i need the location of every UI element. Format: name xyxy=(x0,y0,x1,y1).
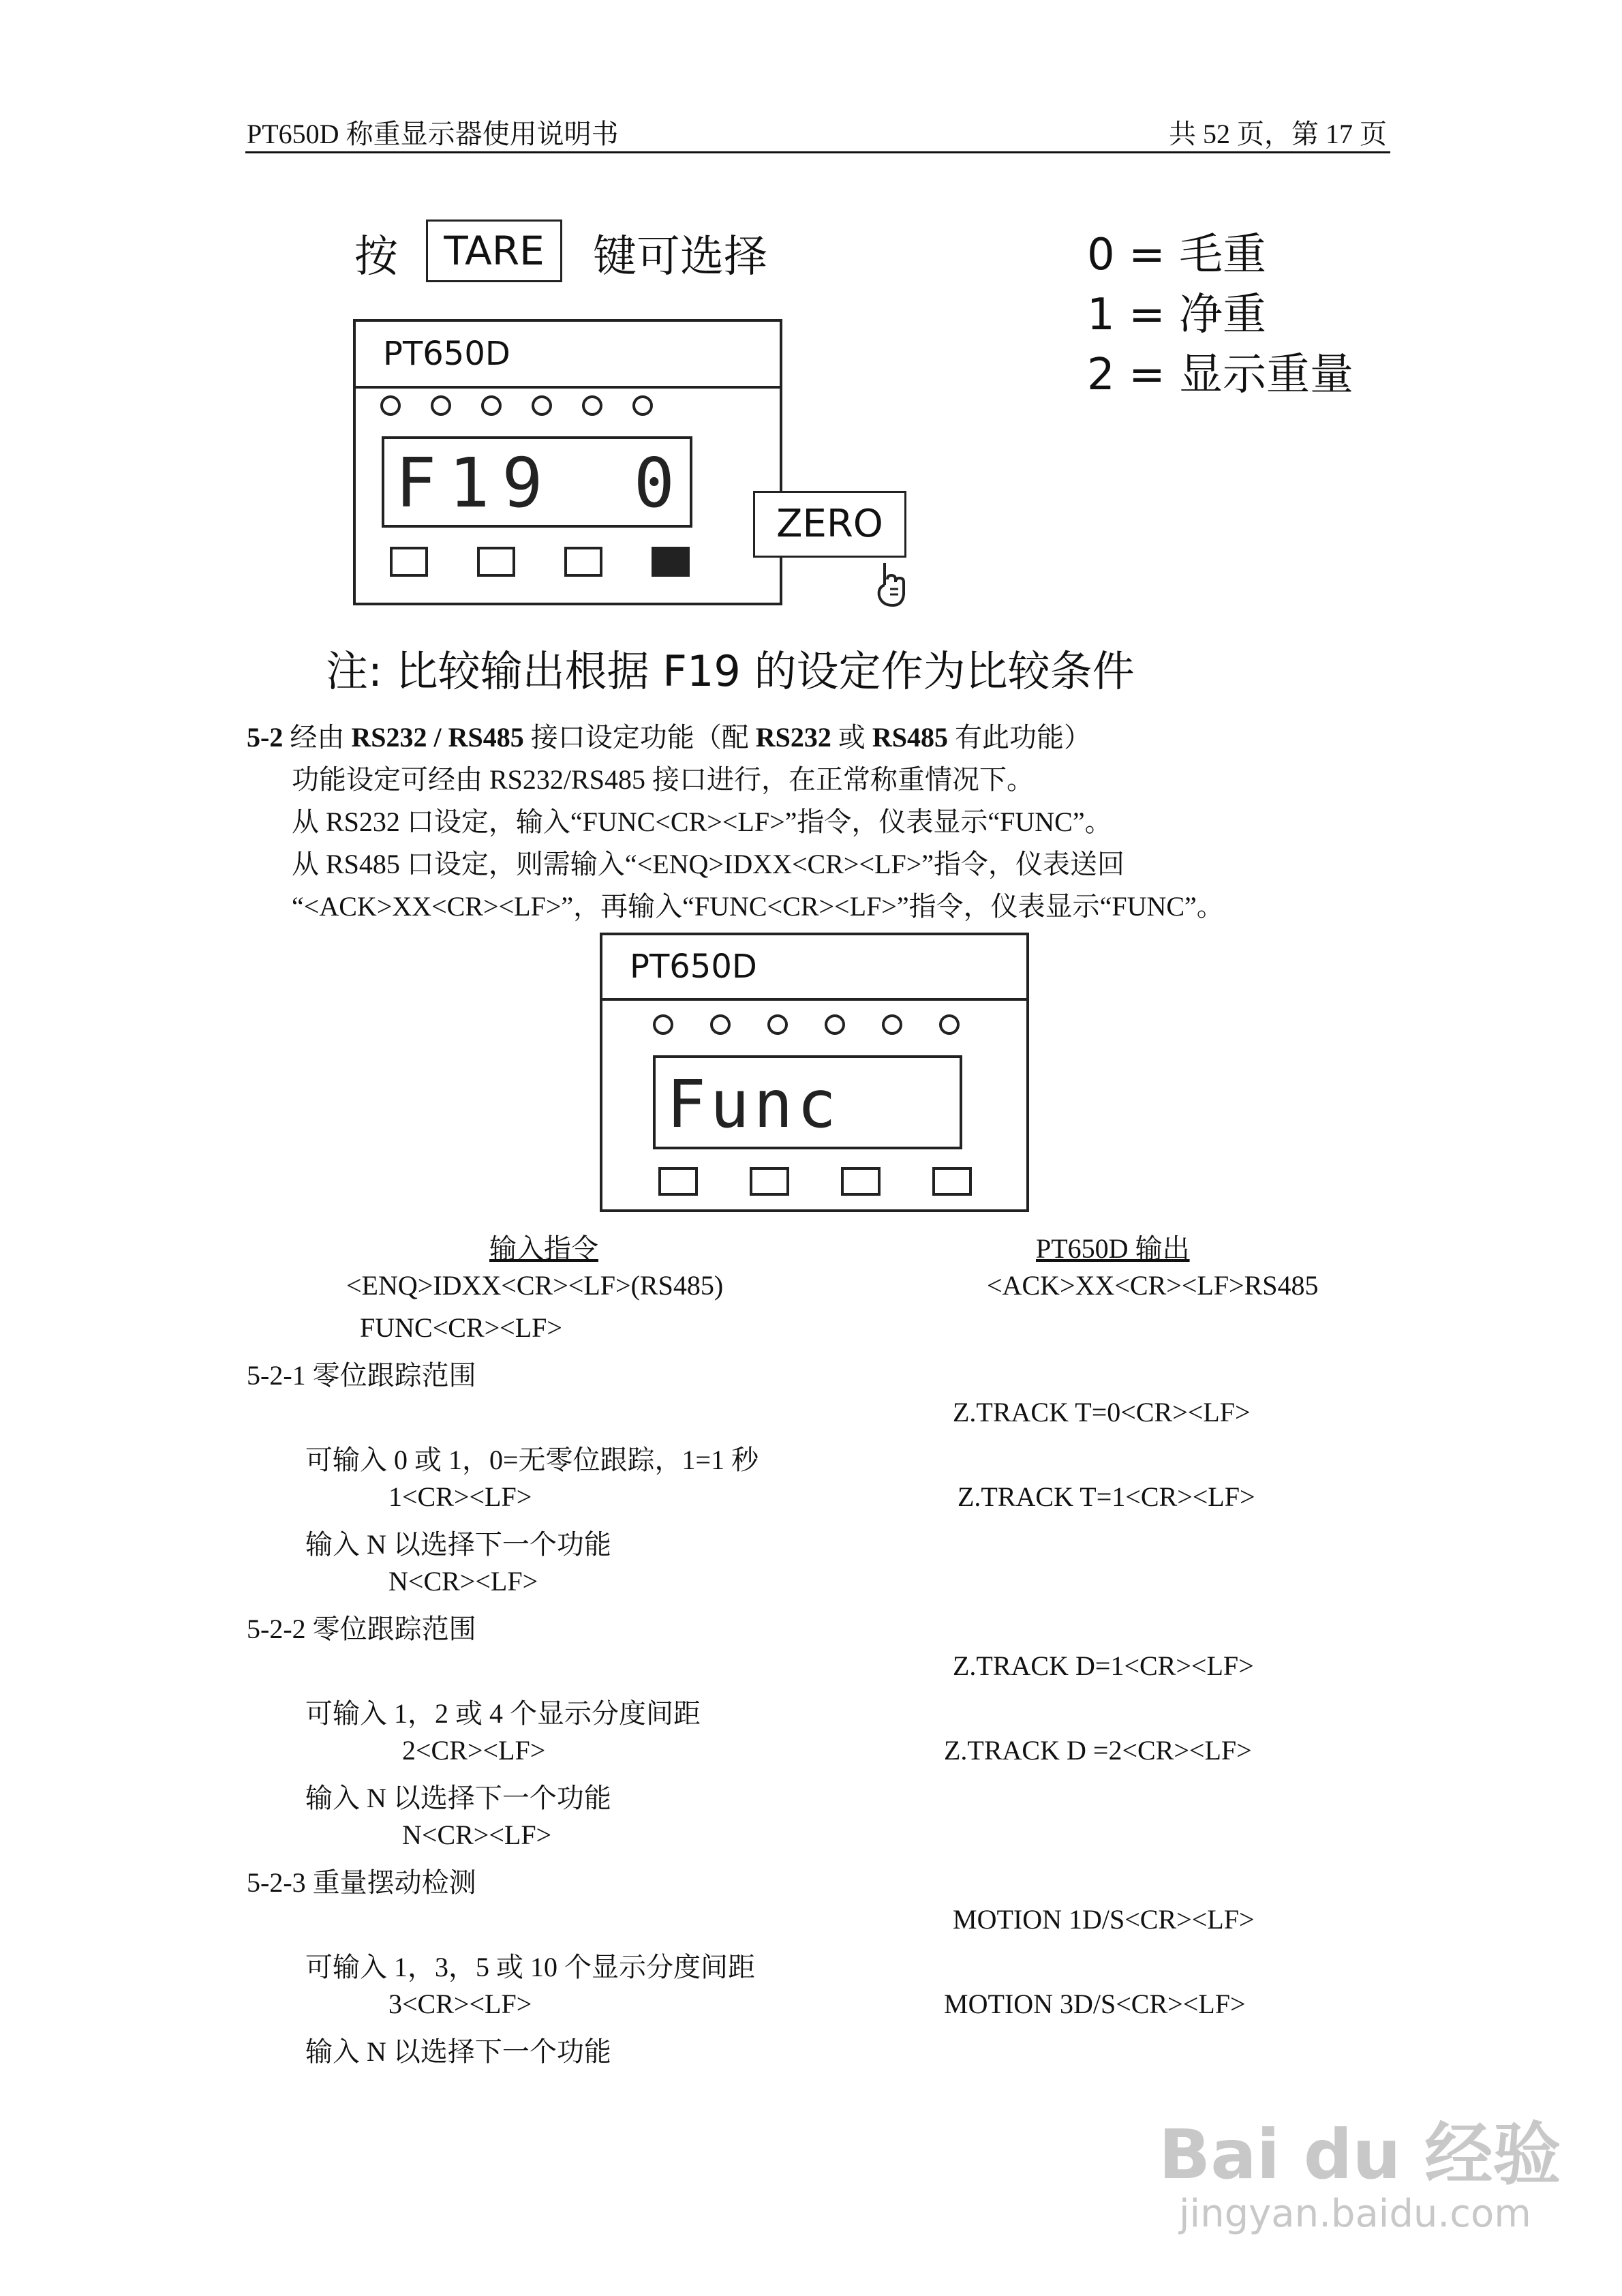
press-prefix: 按 xyxy=(354,232,398,282)
front-key xyxy=(750,1167,789,1196)
option-0: 0 = 毛重 xyxy=(1087,230,1267,280)
front-key xyxy=(841,1167,881,1196)
lcd-display xyxy=(653,1055,962,1149)
front-key xyxy=(932,1167,972,1196)
heading-num: 5-2 xyxy=(247,722,284,753)
column-head-input: 输入指令 xyxy=(489,1233,598,1264)
lcd-display xyxy=(382,436,692,528)
press-suffix: 键可选择 xyxy=(593,232,767,282)
s522-desc: 可输入 1，2 或 4 个显示分度间距 xyxy=(305,1698,701,1729)
device-panel-2 xyxy=(600,933,1029,1212)
heading-text-e: 或 xyxy=(831,722,872,753)
front-key xyxy=(564,547,602,577)
option-2: 2 = 显示重量 xyxy=(1087,350,1354,400)
s523-title: 5-2-3 重量摆动检测 xyxy=(247,1867,476,1898)
led-indicator xyxy=(825,1014,845,1035)
heading-text-g: 有此功能） xyxy=(948,722,1091,753)
front-key xyxy=(477,547,515,577)
s523-output-1: MOTION 1D/S<CR><LF> xyxy=(953,1904,1255,1935)
zero-key-label: ZERO xyxy=(776,502,883,546)
heading-text-f: RS485 xyxy=(872,722,948,753)
s522-input-2: 2<CR><LF> xyxy=(402,1735,546,1766)
s522-title: 5-2-2 零位跟踪范围 xyxy=(247,1614,476,1644)
s522-output-2: Z.TRACK D =2<CR><LF> xyxy=(944,1735,1252,1766)
device-title: PT650D xyxy=(356,322,780,389)
s521-input-2: 1<CR><LF> xyxy=(388,1481,532,1512)
led-indicator xyxy=(481,395,502,416)
enq-input: <ENQ>IDXX<CR><LF>(RS485) xyxy=(346,1270,724,1301)
zero-key xyxy=(753,491,906,558)
s522-input-3: N<CR><LF> xyxy=(402,1819,552,1850)
led-indicator xyxy=(532,395,552,416)
s522-output-1: Z.TRACK D=1<CR><LF> xyxy=(953,1650,1254,1681)
device-title: PT650D xyxy=(602,935,1026,1001)
led-indicator xyxy=(380,395,401,416)
finger-press-icon xyxy=(871,558,912,612)
header-title: PT650D 称重显示器使用说明书 xyxy=(247,119,619,149)
indicator-leds xyxy=(653,1014,960,1035)
s523-next: 输入 N 以选择下一个功能 xyxy=(305,2036,611,2067)
paragraph-4: “<ACK>XX<CR><LF>”，再输入“FUNC<CR><LF>”指令，仪表显示“FUNC”。 xyxy=(292,891,1224,922)
device-panel-1 xyxy=(353,319,782,605)
s523-desc: 可输入 1，3，5 或 10 个显示分度间距 xyxy=(305,1952,755,1982)
front-keys xyxy=(390,547,690,577)
front-key xyxy=(658,1167,698,1196)
led-indicator xyxy=(582,395,602,416)
front-key-pressed xyxy=(652,547,690,577)
front-key xyxy=(390,547,428,577)
enq-output: <ACK>XX<CR><LF>RS485 xyxy=(987,1270,1319,1301)
column-head-output: PT650D 输出 xyxy=(1036,1233,1190,1264)
tare-key-label: TARE xyxy=(444,228,545,274)
led-indicator xyxy=(632,395,653,416)
front-keys xyxy=(658,1167,972,1196)
paragraph-2: 从 RS232 口设定，输入“FUNC<CR><LF>”指令，仪表显示“FUNC”。 xyxy=(292,806,1112,837)
tare-key xyxy=(426,220,562,282)
s523-input-2: 3<CR><LF> xyxy=(388,1989,532,2019)
s523-output-2: MOTION 3D/S<CR><LF> xyxy=(944,1989,1246,2019)
heading-text-c: 接口设定功能（配 xyxy=(523,722,756,753)
heading-text-a: 经由 xyxy=(283,722,352,753)
lcd-value: 0 xyxy=(633,443,687,523)
baidu-watermark-url: jingyan.baidu.com xyxy=(1179,2192,1531,2236)
lcd-text: Func xyxy=(667,1066,841,1143)
s521-output-2: Z.TRACK T=1<CR><LF> xyxy=(958,1481,1255,1512)
heading-text-b: RS232 / RS485 xyxy=(351,722,524,753)
lcd-code: F19 xyxy=(395,443,555,523)
header-page-count: 共 52 页，第 17 页 xyxy=(1169,119,1387,149)
paragraph-1: 功能设定可经由 RS232/RS485 接口进行，在正常称重情况下。 xyxy=(292,764,1034,795)
header-rule xyxy=(245,151,1390,153)
led-indicator xyxy=(939,1014,960,1035)
s521-output-1: Z.TRACK T=0<CR><LF> xyxy=(953,1397,1251,1428)
section-5-2-heading xyxy=(247,716,1091,755)
paragraph-3: 从 RS485 口设定，则需输入“<ENQ>IDXX<CR><LF>”指令，仪表送回 xyxy=(292,849,1125,879)
s522-next: 输入 N 以选择下一个功能 xyxy=(305,1783,611,1813)
compare-note: 注: 比较输出根据 F19 的设定作为比较条件 xyxy=(326,646,1135,696)
led-indicator xyxy=(882,1014,902,1035)
led-indicator xyxy=(710,1014,731,1035)
func-input: FUNC<CR><LF> xyxy=(360,1312,562,1343)
led-indicator xyxy=(431,395,451,416)
led-indicator xyxy=(767,1014,788,1035)
option-1: 1 = 净重 xyxy=(1087,290,1267,340)
s521-desc: 可输入 0 或 1，0=无零位跟踪，1=1 秒 xyxy=(305,1445,759,1475)
heading-text-d: RS232 xyxy=(755,722,831,753)
s521-input-3: N<CR><LF> xyxy=(388,1566,538,1597)
s521-next: 输入 N 以选择下一个功能 xyxy=(305,1529,611,1560)
indicator-leds xyxy=(380,395,653,416)
baidu-watermark-logo: Bai du 经验 xyxy=(1159,2115,1561,2194)
led-indicator xyxy=(653,1014,673,1035)
s521-title: 5-2-1 零位跟踪范围 xyxy=(247,1360,476,1391)
